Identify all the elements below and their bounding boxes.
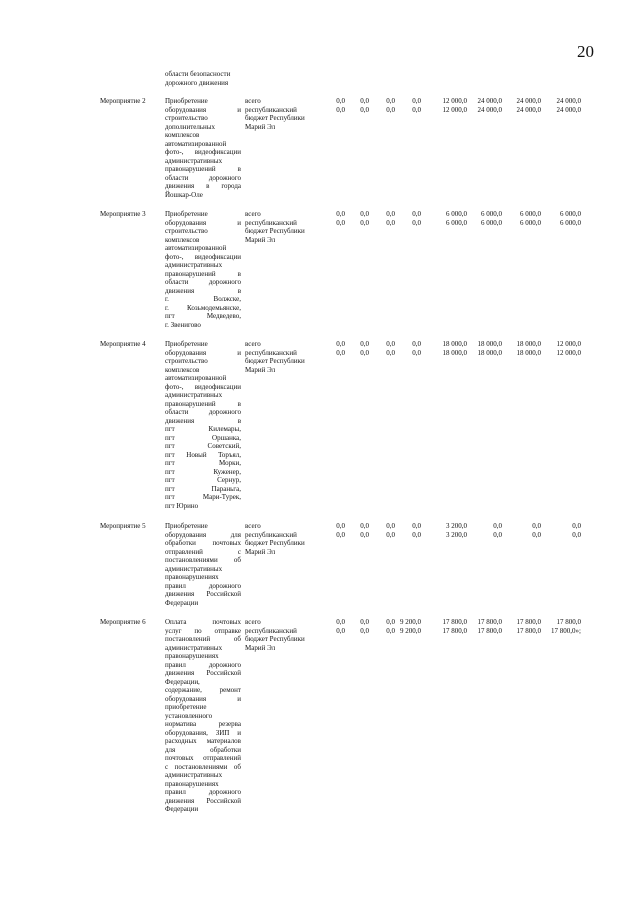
description-line: правонарушениях [165,652,219,660]
value-republican-budget: 0,0 [386,348,395,357]
funding-line: Марий Эл [245,547,276,556]
description-line: Приобретение [165,97,208,105]
description-line: Приобретение [165,522,208,530]
funding-line: всего [245,210,261,218]
description-line: пгт Новый Торъял, [165,450,241,459]
funding-line: Марий Эл [245,235,276,244]
value-republican-budget: 17 800,0 [516,626,541,635]
description-line: пгт Параньга, [165,484,241,493]
value-republican-budget: 0,0 [386,218,395,227]
value-cell [360,340,369,357]
value-total: 24 000,0 [477,97,502,105]
description-line: комплексов [165,235,200,244]
description-line: административных [165,564,223,573]
value-republican-budget: 12 000,0 [442,105,467,114]
measure-description [165,522,241,607]
value-cell [532,522,541,539]
value-cell [412,97,421,114]
value-republican-budget: 0,0 [412,105,421,114]
funding-source [245,522,323,556]
value-total: 0,0 [572,522,581,530]
description-line: пгт Оршанка, [165,433,241,442]
description-line: строительство [165,227,208,235]
description-line: г. Козьмодемьянске, [165,303,241,312]
value-republican-budget: 0,0 [360,626,369,635]
funding-line: всего [245,618,261,626]
description-line: отправлений с [165,547,241,556]
value-total: 0,0 [386,97,395,105]
value-total: 17 800,0 [477,618,502,626]
intro-line: области безопасности [165,70,231,78]
funding-line: всего [245,522,261,530]
description-line: административных [165,156,223,165]
value-republican-budget: 6 000,0 [560,218,581,227]
description-line: правил дорожного [165,660,241,669]
description-line: г. Звенигово [165,320,201,329]
value-cell [572,522,581,539]
measure-description [165,618,241,814]
description-line: приобретение [165,703,207,711]
value-total: 18 000,0 [477,340,502,348]
funding-source [245,618,323,652]
value-republican-budget: 9 200,0 [400,626,421,635]
value-total: 0,0 [360,97,369,105]
value-total: 24 000,0 [556,97,581,105]
value-total: 0,0 [336,618,345,626]
value-cell [551,618,581,635]
description-line: Йошкар-Оле [165,190,203,199]
measure-name: Мероприятие 6 [100,618,146,626]
description-line: оборудования для [165,530,241,539]
description-line: области дорожного [165,278,241,286]
value-republican-budget: 0,0 [412,348,421,357]
value-cell [336,97,345,114]
value-total: 0,0 [412,340,421,348]
description-line: почтовых отправлений [165,754,241,762]
description-line: для обработки [165,745,241,754]
value-republican-budget: 0,0 [493,530,502,539]
value-cell [478,97,503,114]
value-total: 12 000,0 [442,97,467,105]
description-line: Федерации [165,805,199,813]
value-total: 0,0 [412,97,421,105]
value-republican-budget: 0,0 [412,530,421,539]
value-republican-budget: 0,0 [360,530,369,539]
measure-name: Мероприятие 3 [100,210,146,218]
value-cell [517,618,542,635]
description-line: правил дорожного [165,581,241,590]
value-total: 0,0 [386,618,395,626]
description-line: оборудования и [165,218,241,227]
value-total: 0,0 [336,522,345,530]
description-line: правил дорожного [165,788,241,796]
value-cell [557,340,582,357]
description-line: пгт Куженер, [165,467,241,476]
value-total: 6 000,0 [560,210,581,218]
value-republican-budget: 6 000,0 [481,218,502,227]
measure-description [165,340,241,510]
funding-source [245,210,323,244]
value-cell [336,522,345,539]
description-line: с постановлениями об [165,762,241,771]
description-line: автоматизированной [165,139,227,148]
value-republican-budget: 17 800,0 [442,626,467,635]
description-line: норматива резерва [165,720,241,728]
description-line: Приобретение [165,340,208,348]
value-cell [336,618,345,635]
value-total: 18 000,0 [442,340,467,348]
value-total: 17 800,0 [442,618,467,626]
value-total: 0,0 [360,340,369,348]
measure-name: Мероприятие 2 [100,97,146,105]
value-republican-budget: 12 000,0 [556,348,581,357]
value-republican-budget: 0,0 [386,530,395,539]
funding-source [245,340,323,374]
intro-text [165,70,245,87]
value-total: 0,0 [532,522,541,530]
value-total: 0,0 [386,210,395,218]
measure-description [165,210,241,329]
value-total: 17 800,0 [516,618,541,626]
value-cell [336,340,345,357]
value-total: 3 200,0 [446,522,467,530]
value-cell [412,210,421,227]
description-line: правонарушений в [165,399,241,408]
value-republican-budget: 18 000,0 [477,348,502,357]
description-line: Оплата почтовых [165,618,241,626]
description-line: административных [165,261,223,269]
funding-line: Марий Эл [245,643,276,652]
value-cell [517,97,542,114]
value-republican-budget: 18 000,0 [516,348,541,357]
value-republican-budget: 17 800,0 [477,626,502,635]
value-cell [400,618,421,635]
funding-line: бюджет Республики [245,114,305,122]
value-cell [443,618,468,635]
value-republican-budget: 0,0 [336,105,345,114]
value-republican-budget: 0,0 [572,530,581,539]
description-line: комплексов [165,131,200,139]
description-line: пгт Сернур, [165,476,241,484]
description-line: административных [165,771,223,779]
description-line: фото-, видеофиксации [165,252,241,261]
description-line: постановлений об [165,635,241,643]
description-line: фото-, видеофиксации [165,382,241,391]
description-line: административных [165,643,223,652]
description-line: правонарушениях [165,779,219,788]
measure-description [165,97,241,199]
value-republican-budget: 24 000,0 [556,105,581,114]
value-cell [386,340,395,357]
value-cell [443,340,468,357]
value-cell [360,210,369,227]
description-line: движения Российской [165,669,241,677]
funding-source [245,97,323,131]
value-republican-budget: 0,0 [532,530,541,539]
value-cell [336,210,345,227]
value-republican-budget: 6 000,0 [520,218,541,227]
value-cell [443,97,468,114]
value-cell [520,210,541,227]
value-total: 0,0 [386,522,395,530]
description-line: правонарушений в [165,165,241,173]
description-line: пгт Юрино [165,501,199,510]
value-total: 0,0 [386,340,395,348]
description-line: пгт Медведево, [165,312,241,320]
funding-line: Марий Эл [245,122,276,131]
description-line: оборудования и [165,105,241,114]
value-total: 17 800,0 [556,618,581,626]
value-republican-budget: 17 800,0»; [551,626,581,635]
value-republican-budget: 18 000,0 [442,348,467,357]
funding-line: бюджет Республики [245,539,305,547]
value-cell [493,522,502,539]
description-line: пгт Советский, [165,442,241,450]
value-total: 12 000,0 [556,340,581,348]
description-line: дополнительных [165,122,216,131]
value-total: 0,0 [336,340,345,348]
description-line: расходных материалов [165,737,241,745]
value-cell [560,210,581,227]
description-line: пгт Мари-Турек, [165,493,241,501]
value-cell [386,618,395,635]
description-line: комплексов [165,365,200,374]
description-line: обработки почтовых [165,539,241,547]
value-total: 0,0 [336,97,345,105]
value-republican-budget: 6 000,0 [446,218,467,227]
value-cell [360,97,369,114]
value-cell [360,522,369,539]
funding-line: бюджет Республики [245,357,305,365]
value-cell [446,522,467,539]
value-cell [478,618,503,635]
description-line: автоматизированной [165,244,227,252]
description-line: правонарушениях [165,573,219,581]
value-republican-budget: 3 200,0 [446,530,467,539]
intro-line: дорожного движения [165,78,229,87]
description-line: автоматизированной [165,374,227,382]
value-cell [446,210,467,227]
description-line: пгт Килемары, [165,425,241,433]
value-cell [412,340,421,357]
description-line: постановлениями об [165,556,241,564]
description-line: движения в [165,416,241,425]
description-line: Приобретение [165,210,208,218]
value-republican-budget: 0,0 [412,218,421,227]
description-line: области дорожного [165,408,241,416]
description-line: движения в города [165,182,241,190]
value-republican-budget: 24 000,0 [516,105,541,114]
value-total: 6 000,0 [481,210,502,218]
value-republican-budget: 0,0 [336,626,345,635]
funding-line: республиканский [245,218,297,227]
value-cell [517,340,542,357]
value-cell [481,210,502,227]
description-line: Федерации, [165,677,200,686]
description-line: содержание, ремонт [165,686,241,694]
description-line: установленного [165,711,213,720]
value-total: 24 000,0 [516,97,541,105]
description-line: г. Волжске, [165,295,241,303]
description-line: административных [165,391,223,399]
description-line: фото-, видеофиксации [165,148,241,156]
value-republican-budget: 0,0 [386,626,395,635]
description-line: услуг по отправке [165,626,241,635]
description-line: оборудования, ЗИП и [165,728,241,737]
value-republican-budget: 0,0 [360,348,369,357]
funding-line: всего [245,340,261,348]
measure-name: Мероприятие 4 [100,340,146,348]
description-line: движения в [165,286,241,295]
value-cell [557,97,582,114]
value-cell [412,522,421,539]
value-cell [360,618,369,635]
value-total: 6 000,0 [446,210,467,218]
description-line: оборудования и [165,694,241,703]
funding-line: республиканский [245,105,297,114]
value-total: 0,0 [360,210,369,218]
description-line: оборудования и [165,348,241,357]
description-line: правонарушений в [165,269,241,278]
value-total: 0,0 [412,522,421,530]
value-cell [386,97,395,114]
value-republican-budget: 0,0 [360,105,369,114]
description-line: области дорожного [165,173,241,182]
description-line: движения Российской [165,796,241,805]
value-cell [386,522,395,539]
value-total: 0,0 [493,522,502,530]
value-republican-budget: 0,0 [386,105,395,114]
value-total: 0,0 [412,210,421,218]
value-total: 9 200,0 [400,618,421,626]
value-total: 18 000,0 [516,340,541,348]
value-republican-budget: 0,0 [336,348,345,357]
funding-line: Марий Эл [245,365,276,374]
funding-line: всего [245,97,261,105]
description-line: движения Российской [165,590,241,598]
page-number: 20 [577,42,594,61]
value-republican-budget: 0,0 [336,218,345,227]
funding-line: бюджет Республики [245,227,305,235]
value-total: 0,0 [336,210,345,218]
value-total: 0,0 [360,522,369,530]
measure-name: Мероприятие 5 [100,522,146,530]
description-line: Федерации [165,598,199,607]
funding-line: республиканский [245,626,297,635]
funding-line: бюджет Республики [245,635,305,643]
value-cell [386,210,395,227]
value-total: 6 000,0 [520,210,541,218]
value-republican-budget: 24 000,0 [477,105,502,114]
value-total: 0,0 [360,618,369,626]
description-line: пгт Морки, [165,459,241,467]
value-republican-budget: 0,0 [336,530,345,539]
funding-line: республиканский [245,348,297,357]
description-line: строительство [165,357,208,365]
value-republican-budget: 0,0 [360,218,369,227]
value-cell [478,340,503,357]
funding-line: республиканский [245,530,297,539]
description-line: строительство [165,114,208,122]
